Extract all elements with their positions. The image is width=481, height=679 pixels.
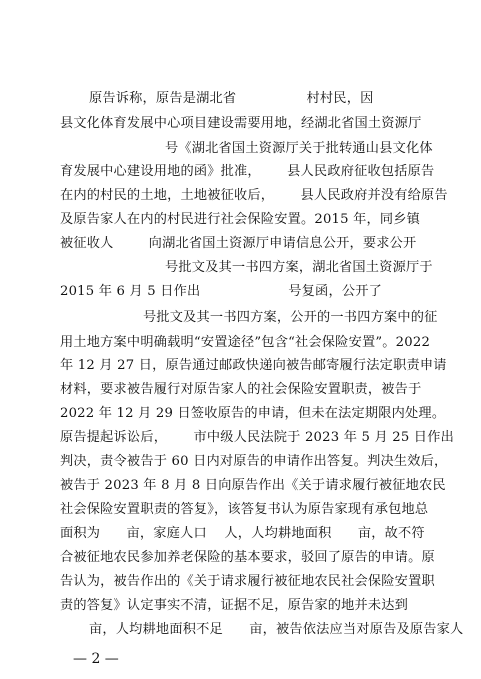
text-line-7: 被征收人 向湖北省国土资源厅申请信息公开，要求公开 — [60, 236, 417, 251]
text-line-2: 县文化体育发展中心项目建设需要用地，经湖北省国土资源厅 — [60, 116, 422, 131]
text-line-19: 面积为 亩，家庭人口 人，人均耕地面积 亩，故不符 — [60, 526, 425, 541]
text-line-10: 号批文及其一书四方案，公开的一书四方案中的征 — [143, 310, 438, 325]
text-line-16: 判决，责令被告于 60 日内对原告的申请作出答复。判决生效后， — [60, 454, 448, 469]
text-line-4: 育发展中心建设用地的函》批准， 县人民政府征收包括原告 — [60, 164, 435, 179]
page-number: — 2 — — [73, 651, 119, 667]
text-line-13: 材料，要求被告履行对原告家人的社会保险安置职责，被告于 — [60, 382, 422, 397]
text-line-23: 亩，人均耕地面积不足 亩，被告依法应当对原告及原告家人 — [89, 622, 464, 637]
text-line-1: 原告诉称，原告是湖北省 村村民，因 — [89, 91, 374, 106]
text-line-11: 用土地方案中明确载明“安置途径”包含“社会保险安置”。2022 — [60, 335, 431, 350]
text-line-8: 号批文及其一书四方案，湖北省国土资源厅于 — [165, 260, 433, 275]
text-line-15: 原告提起诉讼后， 市中级人民法院于 2023 年 5 月 25 日作出 — [60, 430, 454, 445]
text-line-12: 年 12 月 27 日，原告通过邮政快递向被告邮寄履行法定职责申请 — [60, 358, 447, 373]
text-line-9: 2015 年 6 月 5 日作出 号复函，公开了 — [60, 284, 382, 299]
text-line-22: 责的答复》认定事实不清，证据不足，原告家的地并未达到 — [60, 598, 409, 613]
text-line-21: 告认为，被告作出的《关于请求履行被征地农民社会保险安置职 — [60, 574, 435, 589]
text-line-18: 社会保险安置职责的答复》，该答复书认为原告家现有承包地总 — [60, 502, 429, 517]
text-line-5: 在内的村民的土地，土地被征收后， 县人民政府并没有给原告 — [60, 188, 448, 203]
text-line-20: 合被征地农民参加养老保险的基本要求，驳回了原告的申请。原 — [60, 550, 435, 565]
text-line-6: 及原告家人在内的村民进行社会保险安置。2015 年，同乡镇 — [60, 212, 421, 227]
text-line-3: 号《湖北省国土资源厅关于批转通山县文化体 — [165, 141, 433, 156]
text-line-17: 被告于 2023 年 8 月 8 日向原告作出《关于请求履行被征地农民 — [60, 478, 446, 493]
text-line-14: 2022 年 12 月 29 日签收原告的申请，但未在法定期限内处理。 — [60, 406, 446, 421]
